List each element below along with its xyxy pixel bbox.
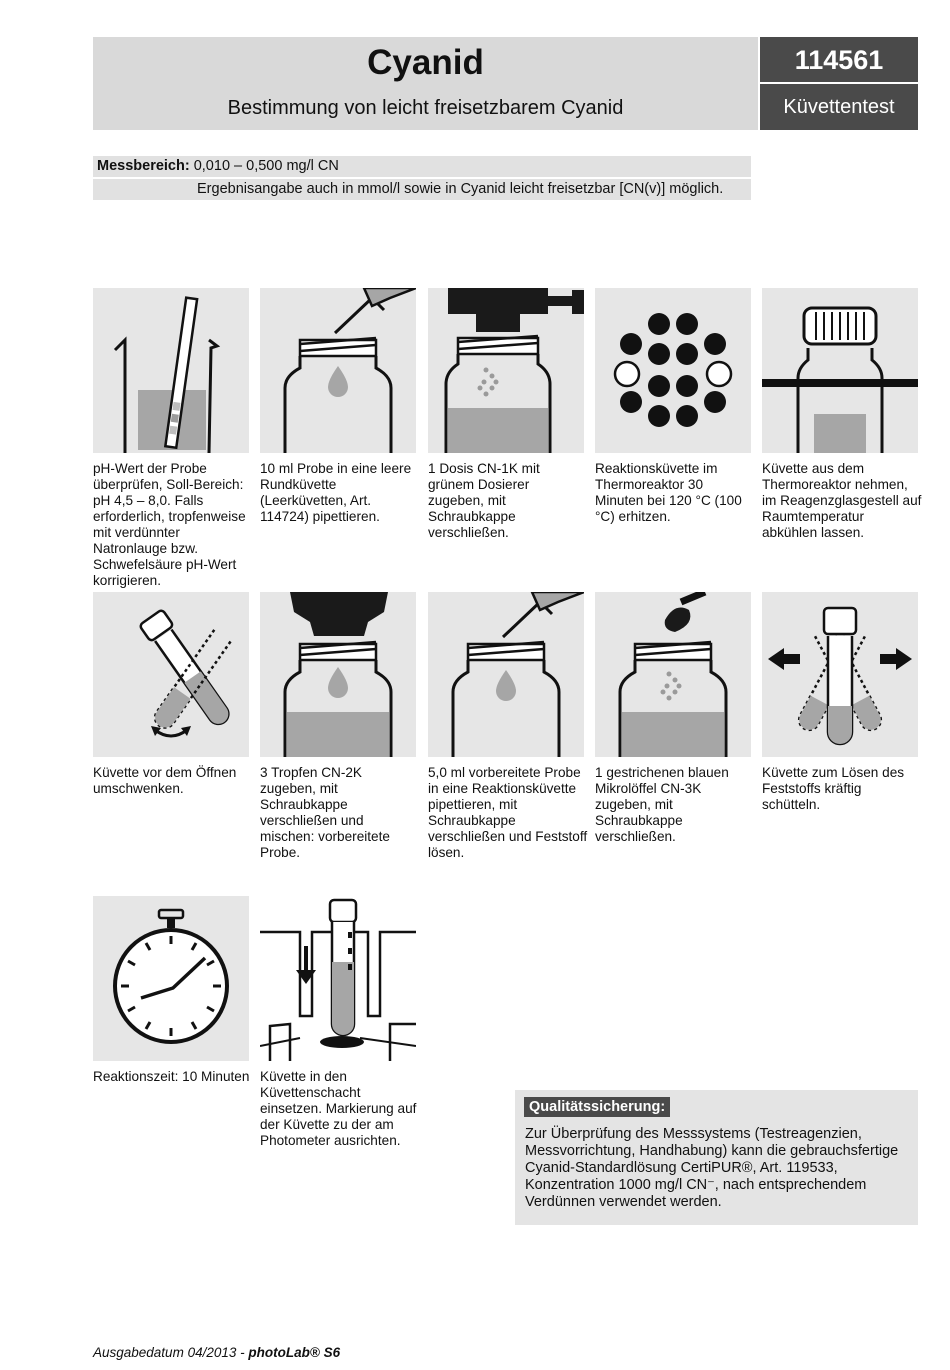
- step-7-caption: 3 Tropfen CN-2K zugeben, mit Schraubkappe verschließen und mischen: vorbereitete Probe.: [260, 765, 390, 860]
- step-12-caption: Küvette in den Küvettenschacht einsetzen. Markierung auf der Küvette zu der am Photometer ausrichten.: [260, 1069, 417, 1148]
- dosing-cap-icon: [428, 288, 584, 453]
- footer: [93, 1345, 340, 1360]
- header-panel: [93, 37, 758, 130]
- stopwatch-icon: [93, 896, 249, 1061]
- swirl-tube-icon: [93, 592, 249, 757]
- insert-cell-photometer-icon: [260, 896, 416, 1061]
- pipette-into-cell-icon: [260, 288, 416, 453]
- cooling-rack-icon: [762, 288, 918, 453]
- measuring-range-note-row: [93, 179, 751, 200]
- article-number: 114561: [760, 37, 918, 82]
- dropper-bottle-icon: [260, 592, 416, 757]
- step-5-caption: Küvette aus dem Thermoreaktor nehmen, im Reagenzglasgestell auf Raumtemperatur abkühlen lassen.: [762, 461, 922, 540]
- page-subtitle: Bestimmung von leicht freisetzbarem Cyanid: [227, 97, 624, 119]
- page-title: Cyanid: [367, 43, 484, 82]
- test-type-label: Küvettentest: [760, 84, 918, 130]
- step-1-caption: pH-Wert der Probe überprüfen, Soll-Bereich: pH 4,5 – 8,0. Falls erforderlich, tropfenweise mit verdünnter Natronlauge bzw. Schwefelsäure pH-Wert korrigieren.: [93, 461, 246, 588]
- step-10-caption: Küvette zum Lösen des Feststoffs kräftig schütteln.: [762, 765, 905, 812]
- step-3-caption: 1 Dosis CN-1K mit grünem Dosierer zugeben, mit Schraubkappe verschließen.: [428, 461, 540, 540]
- measuring-range-value: 0,010 – 0,500 mg/l CN: [193, 158, 339, 174]
- measuring-range-note: Ergebnisangabe auch in mmol/l sowie in Cyanid leicht freisetzbar [CN(v)] möglich.: [197, 181, 724, 197]
- shake-tube-icon: [762, 592, 918, 757]
- step-9-caption: 1 gestrichenen blauen Mikrolöffel CN-3K zugeben, mit Schraubkappe verschließen.: [595, 765, 729, 844]
- footer-separator: -: [240, 1345, 245, 1360]
- quality-assurance-box: [515, 1090, 918, 1225]
- micro-spoon-icon: [595, 592, 751, 757]
- measuring-range-label: Messbereich:: [97, 158, 190, 174]
- pipette-into-reaction-cell-icon: [428, 592, 584, 757]
- footer-product: photoLab® S6: [248, 1345, 341, 1360]
- quality-assurance-text: Zur Überprüfung des Messsystems (Testreagenzien, Messvorrichtung, Handhabung) kann die gebrauchsfertige Cyanid-Standardlösung CertiPUR®, Art. 119533, Konzentration 1000 mg/l CN⁻, nach entsprechendem Verdünnen verwendet werden.: [525, 1126, 899, 1210]
- beaker-ph-strip-icon: [93, 288, 249, 453]
- footer-date: Ausgabedatum 04/2013: [93, 1345, 237, 1360]
- thermoreactor-icon: [595, 288, 751, 453]
- quality-assurance-title: Qualitätssicherung:: [524, 1097, 670, 1117]
- step-2-caption: 10 ml Probe in eine leere Rundküvette (Leerküvetten, Art. 114724) pipettieren.: [260, 461, 412, 524]
- step-11-caption: Reaktionszeit: 10 Minuten: [93, 1069, 250, 1084]
- measuring-range: [93, 156, 751, 177]
- step-8-caption: 5,0 ml vorbereitete Probe in eine Reaktionsküvette pipettieren, mit Schraubkappe verschließen und Feststoff lösen.: [428, 765, 588, 860]
- step-4-caption: Reaktionsküvette im Thermoreaktor 30 Minuten bei 120 °C (100 °C) erhitzen.: [595, 461, 742, 524]
- step-6-caption: Küvette vor dem Öffnen umschwenken.: [93, 765, 237, 796]
